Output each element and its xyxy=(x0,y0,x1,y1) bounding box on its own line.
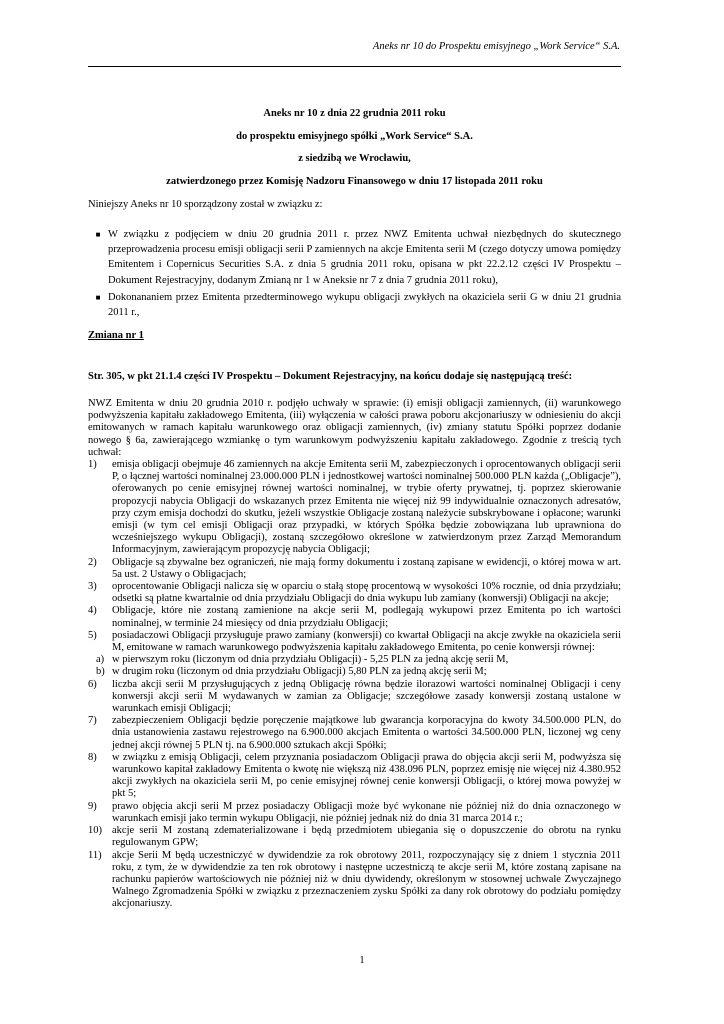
page-number: 1 xyxy=(359,955,365,966)
list-item xyxy=(88,825,621,849)
list-item xyxy=(88,679,621,716)
annex-title xyxy=(88,103,621,193)
list-item xyxy=(88,630,621,654)
section-heading: Str. 305, w pkt 21.1.4 części IV Prospektu – Dokument Rejestracyjny, na końcu dodaje się następującą treść: xyxy=(88,371,573,382)
sub-list-item xyxy=(88,654,621,666)
list-text: liczba akcji serii M przysługujących z jedną Obligację równa będzie ilorazowi wartości nominalnej Obligacji i ceny konwersji akcji serii M wydawanych w zamian za Obligacje; szczegółowe zasady konwersji zostaną ustalone w warunkach emisji Obligacji; xyxy=(112,678,621,715)
list-text: prawo objęcia akcji serii M przez posiadaczy Obligacji może być wykonane nie później niż do dnia oznaczonego w warunkach emisji jako termin wykupu Obligacji, nie później jednak niż do dnia 31 marca 2014 r.; xyxy=(112,800,621,824)
sub-list-item xyxy=(88,666,621,678)
sub-list-letter: b) xyxy=(96,666,105,678)
resolution-paragraph: NWZ Emitenta w dniu 20 grudnia 2010 r. podjęło uchwały w sprawie: (i) emisji obligacji zamiennych, (ii) warunkowego podwyższenia kapitału zakładowego Emitenta, (iii) wyłączenia w całości prawa poboru akcjonariuszy w odniesieniu do akcji emitowanych w ramach kapitału warunkowego oraz obligacji zamiennych, (iv) zmiany statutu Spółki poprzez dodanie nowego § 6a, zawierającego wzmiankę o tym warunkowym podwyższeniu kapitału zakładowego. Zgodnie z treścią tych uchwał: xyxy=(88,398,621,458)
list-number: 5) xyxy=(88,629,97,641)
sub-list-letter: a) xyxy=(96,654,105,666)
list-number: 10) xyxy=(88,825,102,837)
list-text: posiadaczowi Obligacji przysługuje prawo zamiany (konwersji) co kwartał Obligacji na akcje zwykłe na okaziciela serii M, emitowane w ramach warunkowego podwyższenia kapitału zakładowego Emitenta, po cenie konwersji równej: xyxy=(112,629,621,654)
square-bullet-icon: ■ xyxy=(95,292,101,302)
list-number: 1) xyxy=(88,459,97,470)
list-item xyxy=(88,752,621,801)
list-item xyxy=(88,715,621,752)
list-item xyxy=(88,801,621,825)
change-label: Zmiana nr 1 xyxy=(88,330,144,341)
list-text: akcje Serii M będą uczestniczyć w dywidendzie za rok obrotowy 2011, rozpoczynający się z dniem 1 stycznia 2011 roku, z tym, że w dywidendzie za ten rok obrotowy i następne uczestniczą te akcje serii M, które zostaną zapisane na rachunku papierów wartościowych nie później niż w dniu dywidendy, określonym w stosownej uchwale Zwyczajnego Walnego Zgromadzenia Spółki w związku z przeznaczeniem zysku Spółki za dany rok obrotowy do podziału pomiędzy akcjonariuszy. xyxy=(112,849,621,910)
list-number: 11) xyxy=(88,849,102,861)
header-rule xyxy=(88,66,621,67)
list-text: zabezpieczeniem Obligacji będzie poręczenie majątkowe lub gwarancja korporacyjna do kwoty 34.500.000 PLN, do dnia ustanowienia zastawu rejestrowego na 6.900.000 akcjach Emitenta o wartości 34.500.000 PLN, liczonej wg ceny jednej akcji równej 5 PLN tj. na 6.900.000 sztukach akcji Spółki; xyxy=(112,715,621,751)
list-number: 9) xyxy=(88,800,97,812)
sub-list-text: w drugim roku (liczonym od dnia przydziału Obligacji) 5,80 PLN za jedną akcję serii M; xyxy=(112,666,487,678)
list-item xyxy=(88,459,621,557)
list-number: 4) xyxy=(88,605,97,617)
intro-text: Niniejszy Aneks nr 10 sporządzony został w związku z: xyxy=(88,199,323,210)
bullet-text: Dokonananiem przez Emitenta przedterminowego wykupu obligacji zwykłych na okaziciela serii G w dniu 21 grudnia 2011 r., xyxy=(108,291,621,319)
list-item xyxy=(88,581,621,605)
numbered-list xyxy=(88,459,621,911)
bullet-item xyxy=(88,290,621,320)
list-number: 3) xyxy=(88,581,97,593)
list-text: Obligacje są zbywalne bez ograniczeń, nie mają formy dokumentu i zostaną zapisane w ewidencji, o której mowa w art. 5a ust. 2 Ustawy o Obligacjach; xyxy=(112,556,621,580)
list-text: oprocentowanie Obligacji nalicza się w oparciu o stałą stopę procentową w wysokości 10% rocznie, od dnia przydziału; odsetki są płatne kwartalnie od dnia przydziału Obligacji do dnia wykupu lub zamiany (konwersji) Obligacji na akcje; xyxy=(112,581,621,605)
list-text: w związku z emisją Obligacji, celem przyznania posiadaczom Obligacji prawa do objęcia akcji serii M, podwyższa się warunkowo kapitał zakładowy Emitenta o kwotę nie większą niż 438.096 PLN, poprzez emisję nie więcej niż 4.380.952 akcji zwykłych na okaziciela serii M, po cenie emisyjnej równej cenie konwersji Obligacji, o której mowa powyżej w pkt 5; xyxy=(112,751,621,800)
list-item xyxy=(88,605,621,629)
title-line-1: Aneks nr 10 z dnia 22 grudnia 2011 roku xyxy=(263,108,446,119)
title-line-3: z siedzibą we Wrocławiu, xyxy=(298,153,411,165)
running-header: Aneks nr 10 do Prospektu emisyjnego „Work Service“ S.A. xyxy=(372,41,620,52)
list-text: emisja obligacji obejmuje 46 zamiennych na akcje Emitenta serii M, zabezpieczonych i oprocentowanych obligacji serii P, o łącznej wartości nominalnej 23.000.000 PLN i jednostkowej wartości nominalnej 500.000 PLN każda („Obligacje”), oferowanych po cenie emisyjnej równej wartości nominalnej, w trybie oferty prywatnej, tj. poprzez skierowanie propozycji nabycia Obligacji do wskazanych przez Emitenta nie więcej niż 99 indywidualnie oznaczonych adresatów, przy czym emisja dochodzi do skutku, jeżeli wszystkie Obligacje zostaną należycie subskrybowane i opłacone; warunki emisji (w tym cel emisji Obligacji oraz przypadki, w których Spółka będzie zobowiązana lub uprawniona do wcześniejszego wykupu Obligacji), zostaną szczegółowo określone w zatwierdzonym przez Zarząd Memorandum Informacyjnym, zawierającym propozycję nabycia Obligacji; xyxy=(112,459,621,556)
list-number: 8) xyxy=(88,751,97,763)
list-text: Obligacje, które nie zostaną zamienione na akcje serii M, podlegają wykupowi przez Emitenta po ich wartości nominalnej, w terminie 24 miesięcy od dnia przydziału Obligacji; xyxy=(112,605,621,629)
bullet-item xyxy=(88,227,621,288)
list-number: 7) xyxy=(88,715,97,727)
title-line-4: zatwierdzonego przez Komisję Nadzoru Finansowego w dniu 17 listopada 2011 roku xyxy=(166,175,543,187)
list-text: akcje serii M zostaną zdematerializowane i będą przedmiotem ubiegania się o dopuszczenie do obrotu na rynku regulowanym GPW; xyxy=(112,825,621,849)
sub-list-text: w pierwszym roku (liczonym od dnia przydziału Obligacji) - 5,25 PLN za jedną akcję serii M, xyxy=(112,654,509,666)
list-number: 6) xyxy=(88,678,97,690)
list-number: 2) xyxy=(88,556,97,568)
bullet-text: W związku z podjęciem w dniu 20 grudnia 2011 r. przez NWZ Emitenta uchwał niezbędnych do skutecznego przeprowadzenia procesu emisji obligacji serii P zamiennych na akcje Emitenta serii M (czego dotyczy umowa pomiędzy Emitentem i Copernicus Securities S.A. z dnia 5 grudnia 2011 roku, opisana w pkt 22.2.12 części IV Prospektu – Dokument Rejestracyjny, dodanym Zmianą nr 1 w Aneksie nr 7 z dnia 7 grudnia 2011 roku), xyxy=(108,229,621,286)
title-line-2: do prospektu emisyjnego spółki „Work Service“ S.A. xyxy=(236,130,473,142)
list-item xyxy=(88,850,621,911)
reason-bullet-list xyxy=(88,227,621,322)
square-bullet-icon: ■ xyxy=(95,230,101,239)
list-item xyxy=(88,557,621,581)
